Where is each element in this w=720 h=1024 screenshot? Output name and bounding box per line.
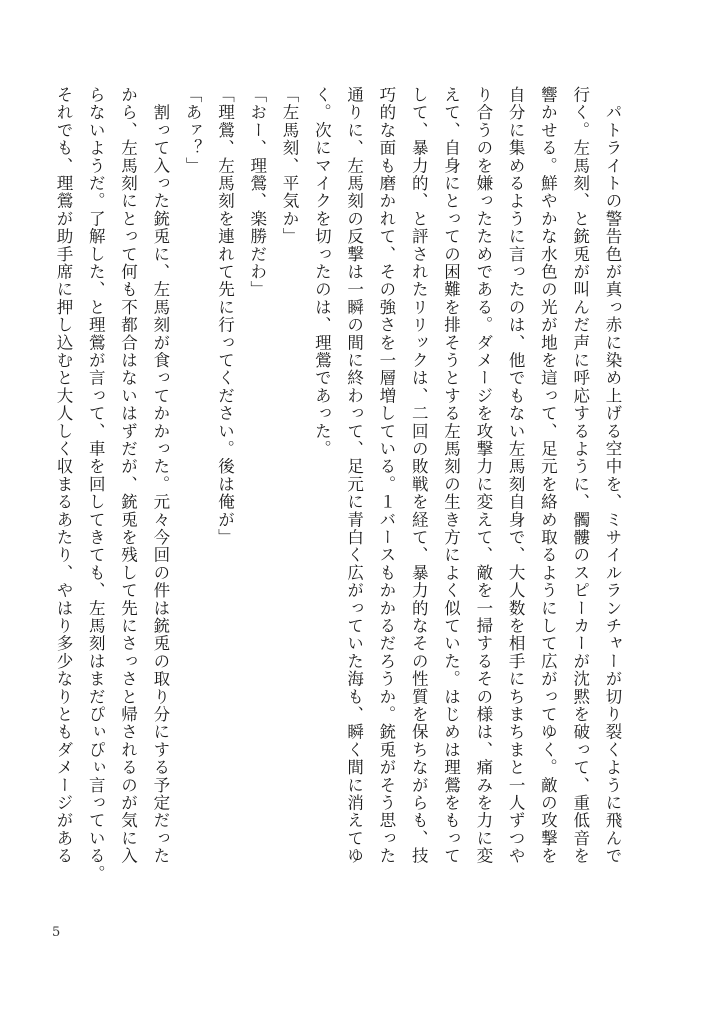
text-line-5: り合うのを嫌ったためである。ダメージを攻撃力に変えて、敵を一掃するその様は、痛みを力に変: [473, 86, 493, 865]
text-line-6: えて、自身にとっての困難を排そうとする左馬刻の生き方によく似ていた。はじめは理鶯をもって: [441, 86, 461, 865]
text-line-18: それでも、理鶯が助手席に押し込むと大人しく収まるあたり、やはり多少なりともダメージがある: [53, 86, 73, 865]
dialogue-line-1: 「左馬刻、平気か」: [280, 86, 300, 246]
text-line-2: 行く。左馬刻、と銃兎が叫んだ声に呼応するように、髑髏のスピーカーが沈黙を破って、重低音を: [570, 86, 590, 865]
body-text: [53, 86, 628, 916]
text-line-3: 響かせる。鮮やかな水色の光が地を這って、足元を絡め取るようにして広がってゆく。敵の攻撃を: [538, 86, 558, 865]
dialogue-line-2: 「おー、理鶯、楽勝だわ」: [247, 86, 267, 299]
text-line-7: して、暴力的、と評されたリリックは、二回の敗戦を経て、暴力的なその性質を保ちながらも、技: [409, 86, 429, 865]
dialogue-line-3: 「理鶯、左馬刻を連れて先に行ってください。後は俺が」: [215, 86, 235, 547]
text-line-8: 巧的な面も磨かれて、その強さを一層増している。１バースもかかるだろうか。銃兎がそう思った: [376, 86, 396, 865]
text-line-16: から、左馬刻にとって何も不都合はないはずだが、銃兎を残して先にさっさと帰されるのが気に入: [118, 86, 138, 865]
text-line-15: 割って入った銃兎に、左馬刻が食ってかかった。元々今回の件は銃兎の取り分にする予定だった: [150, 86, 170, 865]
text-line-1: パトライトの警告色が真っ赤に染め上げる空中を、ミサイルランチャーが切り裂くように飛んで: [603, 86, 622, 865]
text-line-10: く。次にマイクを切ったのは、理鶯であった。: [312, 86, 332, 458]
text-line-9: 通りに、左馬刻の反撃は一瞬の間に終わって、足元に青白く広がっていた海も、瞬く間に消えてゆ: [344, 86, 364, 865]
dialogue-line-4: 「あァ？」: [183, 86, 203, 175]
text-line-17: らないようだ。了解した、と理鶯が言って、車を回してきても、左馬刻はまだぴぃぴぃ言っている。: [86, 86, 106, 883]
text-line-4: 自分に集めるように言ったのは、他でもない左馬刻自身で、大人数を相手にちまちまと一人ずつや: [506, 86, 526, 865]
page-number: 5: [52, 925, 61, 940]
